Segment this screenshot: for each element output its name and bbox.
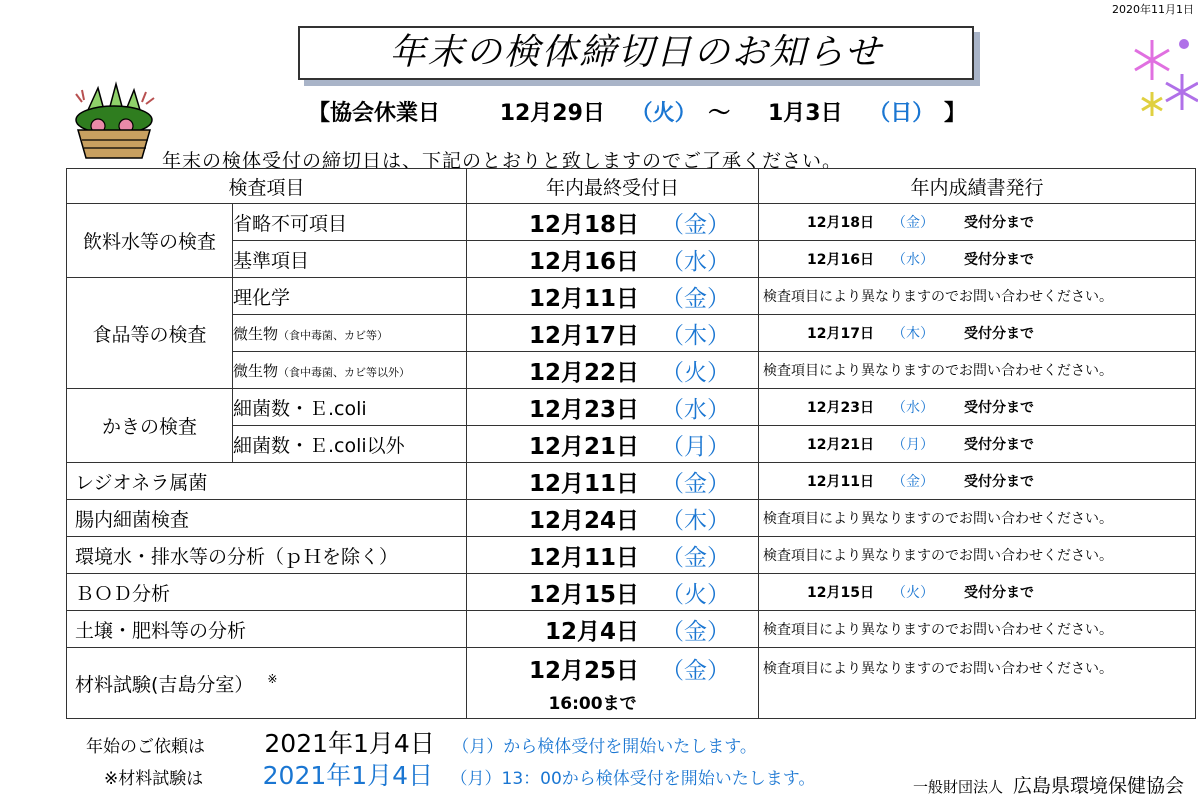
deadline-date: 12月22日 [529,359,640,386]
report-weekday: （水） [891,400,934,416]
deadline-weekday: （金） [661,658,731,684]
report-suffix: 受付分まで [963,252,1034,268]
deadline-cell [467,500,759,537]
deadline-date: 12月11日 [529,470,640,497]
footer-line1-date: 2021年1月4日 [264,729,435,758]
report-inquire: 検査項目により異なりますのでお問い合わせください。 [759,352,1196,389]
deadline-date: 12月21日 [529,433,640,460]
deadline-time-note: 16:00まで [548,694,637,714]
deadline-weekday: （金） [661,618,731,645]
deadline-weekday: （火） [661,581,731,608]
header-deadline: 年内最終受付日 [467,169,759,204]
deadline-weekday: （金） [661,285,731,312]
table-row [67,500,1196,537]
deadline-cell [467,537,759,574]
table-row [67,204,1196,241]
holiday-banner [308,96,966,127]
deadline-weekday: （木） [661,322,731,349]
deadline-date: 12月11日 [529,285,640,312]
footer-line-2 [104,756,815,792]
category-soil: 土壌・肥料等の分析 [67,611,467,648]
table-row [67,241,1196,278]
subitem-main: 微生物 [233,361,279,380]
subitem-note: （食中毒菌、カビ等以外） [278,365,411,379]
category-material-label: 材料試験(吉島分室） [75,673,254,696]
deadline-date: 12月15日 [529,581,640,608]
deadline-weekday: （水） [661,396,731,423]
deadline-weekday: （木） [661,507,731,534]
snowflake-icon [1126,30,1198,122]
footer-line2-text: （月）13：00から検体受付を開始いたします。 [450,769,816,789]
header-item: 検査項目 [67,169,467,204]
deadline-weekday: （月） [661,433,731,460]
deadline-date: 12月23日 [529,396,640,423]
report-inquire: 検査項目により異なりますのでお問い合わせください。 [759,500,1196,537]
deadline-weekday: （水） [661,248,731,275]
deadline-cell [467,278,759,315]
report-cell [759,241,1196,278]
deadline-date: 12月11日 [529,544,640,571]
report-inquire: 検査項目により異なりますのでお問い合わせください。 [759,537,1196,574]
footer-line-1 [86,724,757,760]
subitem-label: 理化学 [233,278,467,315]
holiday-end-weekday: （日） [868,101,935,126]
holiday-start-date: 12月29日 [499,101,605,126]
report-cell [759,426,1196,463]
report-weekday: （木） [891,326,934,342]
deadline-date: 12月4日 [545,618,640,645]
table-row [67,611,1196,648]
deadline-cell [467,611,759,648]
category-legionella: レジオネラ属菌 [67,463,467,500]
holiday-tilde: ～ [708,101,731,126]
org-name: 広島県環境保健協会 [1012,775,1184,797]
deadline-table [66,168,1196,719]
report-weekday: （水） [891,252,934,268]
holiday-close: 】 [943,101,966,126]
report-cell [759,204,1196,241]
report-cell [759,389,1196,426]
footer-line1-text: （月）から検体受付を開始いたします。 [452,737,757,757]
deadline-weekday: （金） [661,470,731,497]
report-date: 12月16日 [807,252,874,268]
report-date: 12月17日 [807,326,874,342]
footer-line2-label: ※材料試験は [104,769,204,789]
holiday-label: 【協会休業日 [308,101,441,126]
table-header-row [67,169,1196,204]
report-date: 12月15日 [807,585,874,601]
subitem-label: 基準項目 [233,241,467,278]
deadline-cell [467,389,759,426]
table-row [67,463,1196,500]
table-row [67,389,1196,426]
category-env-water: 環境水・排水等の分析（ｐＨを除く） [67,537,467,574]
category-drinking: 飲料水等の検査 [67,204,233,278]
deadline-date: 12月25日 [529,658,640,684]
report-suffix: 受付分まで [963,215,1034,231]
footer-line1-label: 年始のご依頼は [86,737,205,757]
page-title: 年末の検体締切日のお知らせ [298,26,974,80]
report-suffix: 受付分まで [963,585,1034,601]
deadline-cell [467,463,759,500]
table-row [67,574,1196,611]
report-inquire: 検査項目により異なりますのでお問い合わせください。 [759,611,1196,648]
category-bod: ＢＯＤ分析 [67,574,467,611]
deadline-weekday: （金） [661,544,731,571]
table-row [67,352,1196,389]
deadline-date: 12月24日 [529,507,640,534]
category-intestinal: 腸内細菌検査 [67,500,467,537]
subitem-label: 細菌数・Ｅ.coli以外 [233,426,467,463]
category-oyster: かきの検査 [67,389,233,463]
holiday-start-weekday: （火） [630,101,697,126]
deadline-date: 12月17日 [529,322,640,349]
deadline-date: 12月16日 [529,248,640,275]
report-date: 12月23日 [807,400,874,416]
deadline-cell [467,204,759,241]
report-date: 12月18日 [807,215,874,231]
subitem-label: 細菌数・Ｅ.coli [233,389,467,426]
deadline-cell [467,241,759,278]
report-suffix: 受付分まで [963,326,1034,342]
category-food: 食品等の検査 [67,278,233,389]
subitem-note: （食中毒菌、カビ等） [278,328,389,342]
footer-line2-date: 2021年1月4日 [262,761,434,790]
report-inquire: 検査項目により異なりますのでお問い合わせください。 [759,648,1196,719]
header-report: 年内成績書発行 [759,169,1196,204]
report-cell [759,315,1196,352]
deadline-weekday: （金） [661,211,731,238]
deadline-date: 12月18日 [529,211,640,238]
deadline-weekday: （火） [661,359,731,386]
report-weekday: （火） [891,585,934,601]
table-row [67,315,1196,352]
report-suffix: 受付分まで [963,400,1034,416]
report-date: 12月21日 [807,437,874,453]
report-cell [759,574,1196,611]
report-suffix: 受付分まで [963,474,1034,490]
report-date: 12月11日 [807,474,874,490]
holiday-end-date: 1月3日 [767,101,843,126]
deadline-cell [467,574,759,611]
table-row [67,278,1196,315]
deadline-cell [467,426,759,463]
kadomatsu-icon [68,80,164,162]
table-row [67,537,1196,574]
category-material [67,648,467,719]
subitem-main: 微生物 [233,324,279,343]
subitem-label [233,352,467,389]
report-inquire: 検査項目により異なりますのでお問い合わせください。 [759,278,1196,315]
report-weekday: （金） [891,474,934,490]
deadline-cell [467,352,759,389]
intro-text: 年末の検体受付の締切日は、下記のとおりと致しますのでご了承ください。 [162,150,843,172]
deadline-cell [467,648,759,719]
report-cell [759,463,1196,500]
deadline-cell [467,315,759,352]
report-weekday: （金） [891,215,934,231]
table-row [67,426,1196,463]
subitem-label: 省略不可項目 [233,204,467,241]
org-type: 一般財団法人 [912,778,1003,796]
subitem-label [233,315,467,352]
issue-date: 2020年11月1日 [1112,3,1194,16]
table-row [67,648,1196,719]
organization-name [913,771,1184,798]
report-suffix: 受付分まで [963,437,1034,453]
asterisk-mark: ※ [267,672,278,687]
report-weekday: （月） [891,437,934,453]
